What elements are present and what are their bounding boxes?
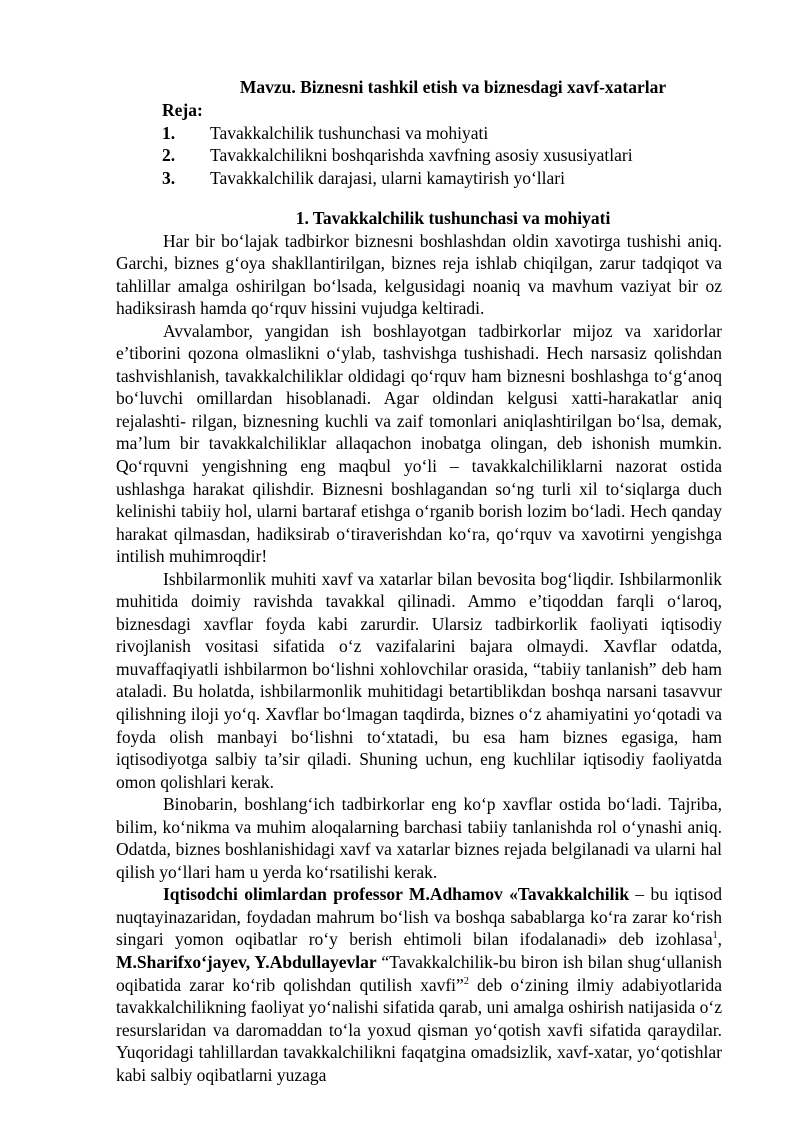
plan-item-number: 3. [162, 167, 176, 188]
plan-item-number: 1. [162, 122, 176, 143]
paragraph-definitions [116, 883, 722, 1086]
paragraph-text: “Tavakkalchilik-bu biron ish bilan shug‘ullanish oqibatida zarar ko‘rib qolishdan qutilish xavfi” [116, 952, 722, 995]
plan-item [162, 167, 722, 190]
plan-item-text: Tavakkalchilikni boshqarishda xavfning asosiy xususiyatlari [210, 145, 633, 165]
paragraph-text: – bu iqtisod nuqtayinazaridan, foydadan mahrum bo‘lish va boshqa sabablarga ko‘ra zarar ko‘rish singari yomon oqibatlar ro‘y berish ehtimoli bilan ifodalanadi» deb izohlasa [116, 884, 722, 950]
paragraph: Avvalambor, yangidan ish boshlayotgan tadbirkorlar mijoz va xaridorlar e’tiborini qozona olmaslikni o‘ylab, tashvishga tushishadi. Hech narsasiz qolishdan tashvishlanish, tavakkalchiliklar oldidagi qo‘rquv ham biznesni boshlashga to‘g‘anoq bo‘luvchi omillardan hisoblanadi. Agar oldindan kelgusi xatti-harakatlar aniq rejalashti- rilgan, biznesning kuchli va zaif tomonlari aniqlashtirilgan bo‘lsa, demak, ma’lum bir tavakkalchiliklar allaqachon inobatga olingan, deb ishonish mumkin. Qo‘rquvni yengishning eng maqbul yo‘li – tavakkalchiliklarni nazorat ostida ushlashga harakat qilishdir. Biznesni boshlagandan so‘ng turli xil to‘siqlarga duch kelinishi tabiiy hol, ularni bartaraf etishga o‘rganib borish lozim bo‘ladi. Hech qanday harakat qilmasdan, hadiksirab o‘tiraverishdan ko‘ra, qo‘rquv va xavotirni yengishga intilish muhimroqdir! [116, 320, 722, 567]
paragraph: Har bir bo‘lajak tadbirkor biznesni boshlashdan oldin xavotirga tushishi aniq. Garchi, biznes g‘oya shakllantirilgan, biznes reja ishlab chiqilgan, zarur tadqiqot va tahlillar amalga oshirilgan bo‘lsada, kelgusidagi noaniq va mavhum vaziyat bir oz hadiksirash hamda qo‘rquv hissini vujudga keltiradi. [116, 230, 722, 319]
plan-block [162, 99, 722, 189]
paragraph: Ishbilarmonlik muhiti xavf va xatarlar bilan bevosita bog‘liqdir. Ishbilarmonlik muhitida doimiy ravishda tavakkal qilinadi. Ammo e’tiqoddan farqli o‘laroq, biznesdagi xavflar foyda kabi zarurdir. Ularsiz tadbirkorlik faoliyati iqtisodiy rivojlanish vositasi sifatida o‘z vazifalarini bajara olmaydi. Xavflar odatda, muvaffaqiyatli ishbilarmon bo‘lishni xohlovchilar orasida, “tabiiy tanlanish” deb ham ataladi. Bu holatda, ishbilarmonlik muhitidagi betartiblikdan boshqa narsani tasavvur qilishning iloji yo‘q. Xavflar bo‘lmagan taqdirda, biznes o‘z ahamiyatini yo‘qotadi va foyda olish manbayi bo‘lishni to‘xtatadi, bu esa ham biznes egasiga, ham iqtisodiyotga salbiy ta’sir qiladi. Shuning uchun, eng kuchlilar iqtisodiy faoliyatda omon qolishlari kerak. [116, 568, 722, 792]
section-title: 1. Tavakkalchilik tushunchasi va mohiyati [295, 208, 611, 228]
footnote-marker: 1 [712, 930, 718, 942]
paragraph-text: , [717, 929, 722, 950]
plan-item-number: 2. [162, 145, 176, 165]
footnote-marker: 2 [463, 975, 469, 987]
body-text [116, 230, 722, 1087]
plan-item-text: Tavakkalchilik darajasi, ularni kamaytirish yo‘llari [210, 167, 565, 188]
document-title: Mavzu. Biznesni tashkil etish va biznesdagi xavf-xatarlar [239, 77, 667, 97]
bold-text: M.Sharifxo‘jayev, Y.Abdullayevlar [116, 952, 377, 972]
paragraph: Binobarin, boshlang‘ich tadbirkorlar eng ko‘p xavflar ostida bo‘ladi. Tajriba, bilim, ko‘nikma va muhim aloqalarning barchasi tabiiy tanlanishda rol o‘ynashi aniq. Odatda, biznes boshlanishidagi xavf va xatarlar biznes rejada belgilanadi va ularni hal qilish yo‘llari ham u yerda ko‘rsatilishi kerak. [116, 794, 722, 882]
paragraph-text: deb o‘zining ilmiy adabiyotlarida tavakkalchilikning faoliyat yo‘nalishi sifatida qarab, uni amalga oshirish natijasida o‘z resurslaridan va daromaddan to‘la yoxud qisman yo‘qotish xavfi sifatida qaraydilar. Yuqoridagi tahlillardan tavakkalchilikni faqatgina omadsizlik, xavf-xatar, yo‘qotishlar kabi salbiy oqibatlarni yuzaga [116, 974, 722, 1085]
plan-item-text: Tavakkalchilik tushunchasi va mohiyati [210, 122, 489, 143]
plan-item [162, 122, 722, 145]
plan-heading: Reja: [162, 100, 203, 120]
bold-text: Iqtisodchi olimlardan professor M.Adhamov «Tavakkalchilik [163, 884, 630, 905]
plan-item [162, 144, 722, 167]
